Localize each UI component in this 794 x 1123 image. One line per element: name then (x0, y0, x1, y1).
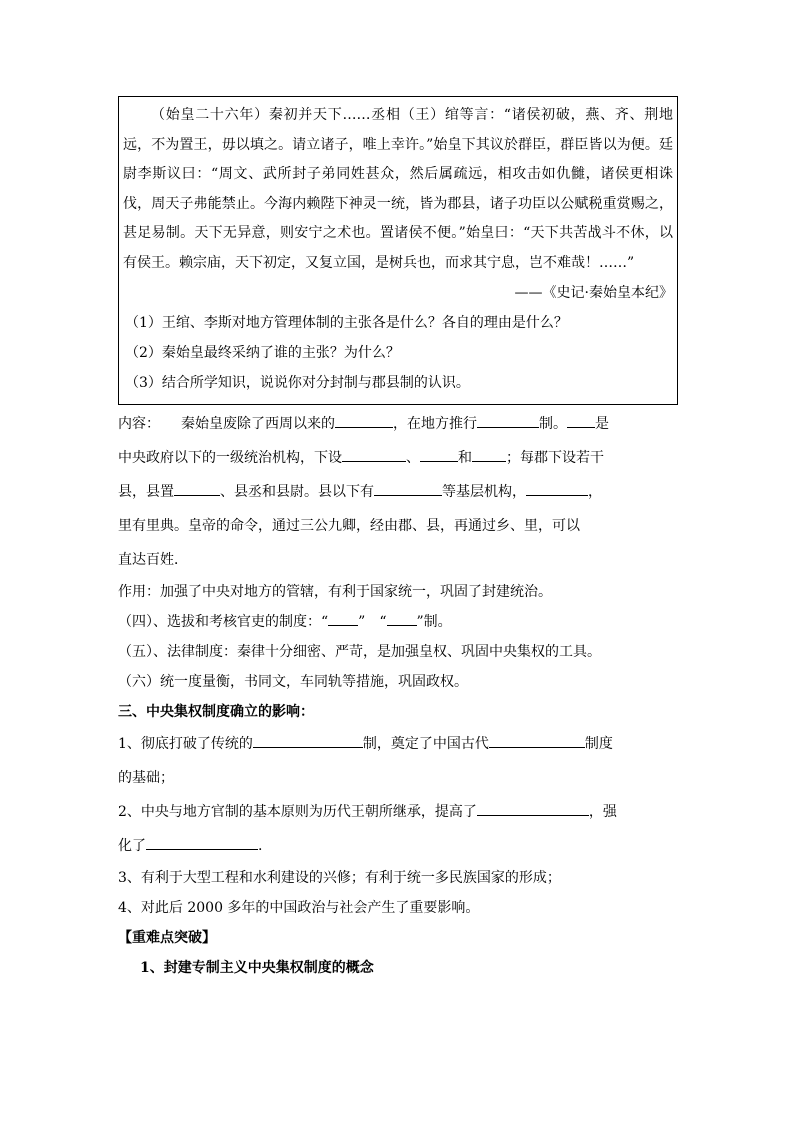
fill-blank[interactable] (328, 610, 358, 626)
fill-blank[interactable] (526, 480, 588, 496)
text: ，在地方推行 (393, 416, 477, 432)
question-3: （3）结合所学知识，说说你对分封制与郡县制的认识。 (125, 375, 470, 391)
text: 是 (595, 416, 609, 432)
section-3 (118, 697, 678, 923)
text: ”制。 (416, 614, 452, 630)
question-1: （1）王绾、李斯对地方管理体制的主张各是什么？各自的理由是什么？ (125, 315, 568, 331)
effect-line: 作用：加强了中央对地方的管辖，有利于国家统一，巩固了封建统治。 (118, 584, 552, 600)
text: 制度 (584, 736, 613, 752)
content-line-5: 直达百姓． (118, 552, 188, 568)
impact-item-3: 3、有利于大型工程和水利建设的兴修；有利于统一多民族国家的形成； (118, 870, 561, 886)
fill-blank[interactable] (477, 412, 539, 428)
fill-blank[interactable] (335, 412, 393, 428)
impact-item-4: 4、对此后 2000 多年的中国政治与社会产生了重要影响。 (118, 900, 480, 916)
text: 内容： 秦始皇废除了西周以来的 (118, 416, 335, 432)
impact-item-2 (118, 795, 678, 829)
content-line-2 (118, 441, 678, 475)
text: 化了 (118, 838, 146, 854)
content-line-3 (118, 475, 678, 509)
worksheet-page (118, 96, 678, 983)
fill-blank[interactable] (477, 800, 589, 816)
text: ， (588, 484, 602, 500)
fill-blank[interactable] (342, 446, 406, 462)
text: 县，县置 (118, 484, 174, 500)
text: 中央政府以下的一级统治机构，下设 (118, 450, 342, 466)
text: 和 (458, 450, 472, 466)
text: （四）、选拔和考核官吏的制度：“ (118, 614, 329, 630)
text: 1、彻底打破了传统的 (118, 736, 253, 752)
fill-blank[interactable] (146, 834, 258, 850)
section-4-line (118, 607, 678, 637)
question-2: （2）秦始皇最终采纳了谁的主张？为什么？ (125, 345, 400, 361)
fill-blank[interactable] (174, 480, 220, 496)
breakthrough-section (118, 923, 678, 983)
text: ” “ (358, 614, 387, 630)
fill-blank[interactable] (387, 610, 417, 626)
content-line-4: 里有里典。皇帝的命令，通过三公九卿，经由郡、县，再通过乡、里，可以 (118, 518, 580, 534)
fill-blank[interactable] (489, 732, 585, 748)
content-section (118, 407, 678, 697)
quote-text: （始皇二十六年）秦初并天下……丞相（王）绾等言：“诸侯初破，燕、齐、荆地远，不为置王，毋以填之。请立诸子，唯上幸许。”始皇下其议於群臣，群臣皆以为便。廷尉李斯议曰：“周文、武所封子弟同姓甚众，然后属疏远，相攻击如仇雠，诸侯更相诛伐，周天子弗能禁止。今海内赖陛下神灵一统，皆为郡县，诸子功臣以公赋税重赏赐之，甚足易制。天下无异意，则安宁之术也。置诸侯不便。”始皇曰：“天下共苦战斗不休，以有侯王。赖宗庙，天下初定，又复立国，是树兵也，而求其宁息，岂不难哉！……” (123, 107, 673, 271)
text: ，强 (588, 804, 617, 820)
impact-item-2-cont (118, 829, 678, 863)
text: 、县丞和县尉。县以下有 (220, 484, 374, 500)
section-5-line: （五）、法律制度：秦律十分细密、严苛，是加强皇权、巩固中央集权的工具。 (118, 644, 601, 660)
fill-blank[interactable] (374, 480, 442, 496)
text: 制。 (539, 416, 567, 432)
quote-source: ——《史记·秦始皇本纪》 (514, 285, 673, 301)
content-line-1 (118, 407, 678, 441)
fill-blank[interactable] (253, 732, 363, 748)
breakthrough-title: 【重难点突破】 (118, 930, 216, 946)
text: ；每郡下设若干 (506, 450, 604, 466)
impact-item-1-cont: 的基础； (118, 770, 174, 786)
text: . (258, 838, 263, 854)
impact-item-1 (118, 727, 678, 761)
fill-blank[interactable] (567, 412, 595, 428)
section-6-line: （六）统一度量衡，书同文，车同轨等措施，巩固政权。 (118, 674, 468, 690)
source-material-box (118, 96, 678, 405)
section-3-title: 三、中央集权制度确立的影响： (118, 704, 314, 720)
breakthrough-item-1: 1、封建专制主义中央集权制度的概念 (140, 960, 374, 976)
text: 、 (406, 450, 420, 466)
text: 等基层机构， (442, 484, 526, 500)
text: 2、中央与地方官制的基本原则为历代王朝所继承，提高了 (118, 804, 477, 820)
text: 制，奠定了中国古代 (362, 736, 489, 752)
fill-blank[interactable] (472, 446, 506, 462)
fill-blank[interactable] (420, 446, 458, 462)
